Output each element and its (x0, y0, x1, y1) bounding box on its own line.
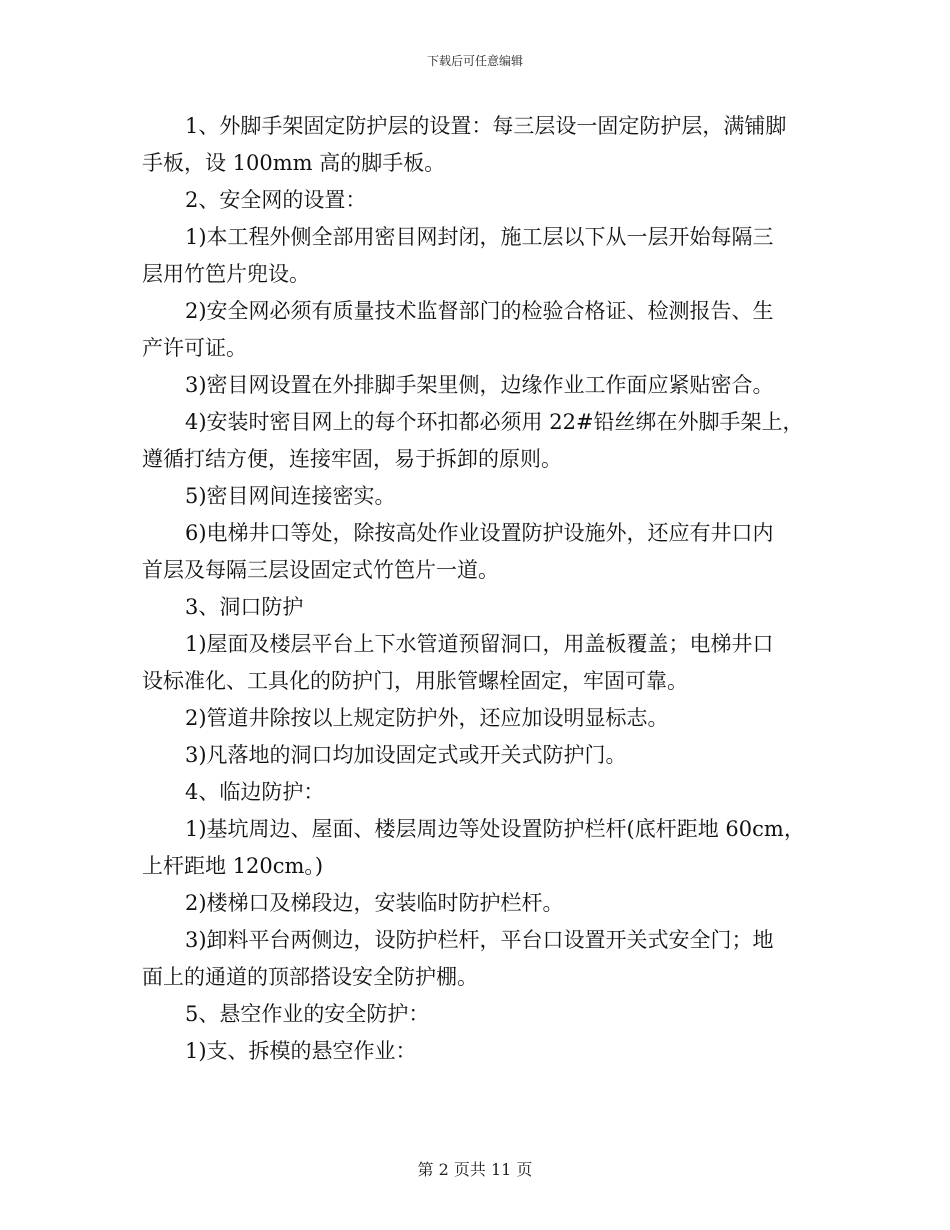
page-header: 下载后可任意编辑 (426, 54, 523, 68)
text-line: 3)卸料平台两侧边，设防护栏杆，平台口设置开关式安全门；地 (185, 928, 774, 952)
text-line: 产许可证。 (142, 336, 247, 360)
text-line: 上杆距地 120cm。) (142, 854, 324, 878)
document-body (142, 108, 810, 1070)
text-line: 1)本工程外侧全部用密目网封闭，施工层以下从一层开始每隔三 (185, 225, 774, 249)
text-line: 2)管道井除按以上规定防护外，还应加设明显标志。 (185, 706, 669, 730)
text-line: 1)基坑周边、屋面、楼层周边等处设置防护栏杆(底杆距地 60cm， (185, 817, 805, 841)
text-line: 设标准化、工具化的防护门，用胀管螺栓固定，牢固可靠。 (142, 669, 688, 693)
text-line: 1)屋面及楼层平台上下水管道预留洞口，用盖板覆盖；电梯井口 (185, 632, 774, 656)
text-line: 3)凡落地的洞口均加设固定式或开关式防护门。 (185, 743, 627, 767)
section-heading: 5、悬空作业的安全防护： (185, 1002, 430, 1026)
text-line: 1、外脚手架固定防护层的设置：每三层设一固定防护层，满铺脚 (185, 114, 787, 138)
text-line: 3)密目网设置在外排脚手架里侧，边缘作业工作面应紧贴密合。 (185, 373, 774, 397)
text-line: 2)安全网必须有质量技术监督部门的检验合格证、检测报告、生 (185, 299, 774, 323)
section-heading: 2、安全网的设置： (185, 188, 367, 212)
text-line: 层用竹笆片兜设。 (142, 262, 310, 286)
text-line: 6)电梯井口等处，除按高处作业设置防护设施外，还应有井口内 (185, 521, 774, 545)
text-line: 5)密目网间连接密实。 (185, 484, 396, 508)
section-heading: 3、洞口防护 (185, 595, 304, 619)
text-line: 首层及每隔三层设固定式竹笆片一道。 (142, 558, 499, 582)
text-line: 1)支、拆模的悬空作业： (185, 1039, 417, 1063)
text-line: 手板，设 100mm 高的脚手板。 (142, 151, 446, 175)
text-line: 4)安装时密目网上的每个环扣都必须用 22#铅丝绑在外脚手架上， (185, 410, 804, 434)
text-line: 面上的通道的顶部搭设安全防护棚。 (142, 965, 478, 989)
text-line: 2)楼梯口及梯段边，安装临时防护栏杆。 (185, 891, 564, 915)
text-line: 遵循打结方便，连接牢固，易于拆卸的原则。 (142, 447, 562, 471)
page-footer: 第 2 页共 11 页 (417, 1160, 533, 1179)
section-heading: 4、临边防护： (185, 780, 325, 804)
